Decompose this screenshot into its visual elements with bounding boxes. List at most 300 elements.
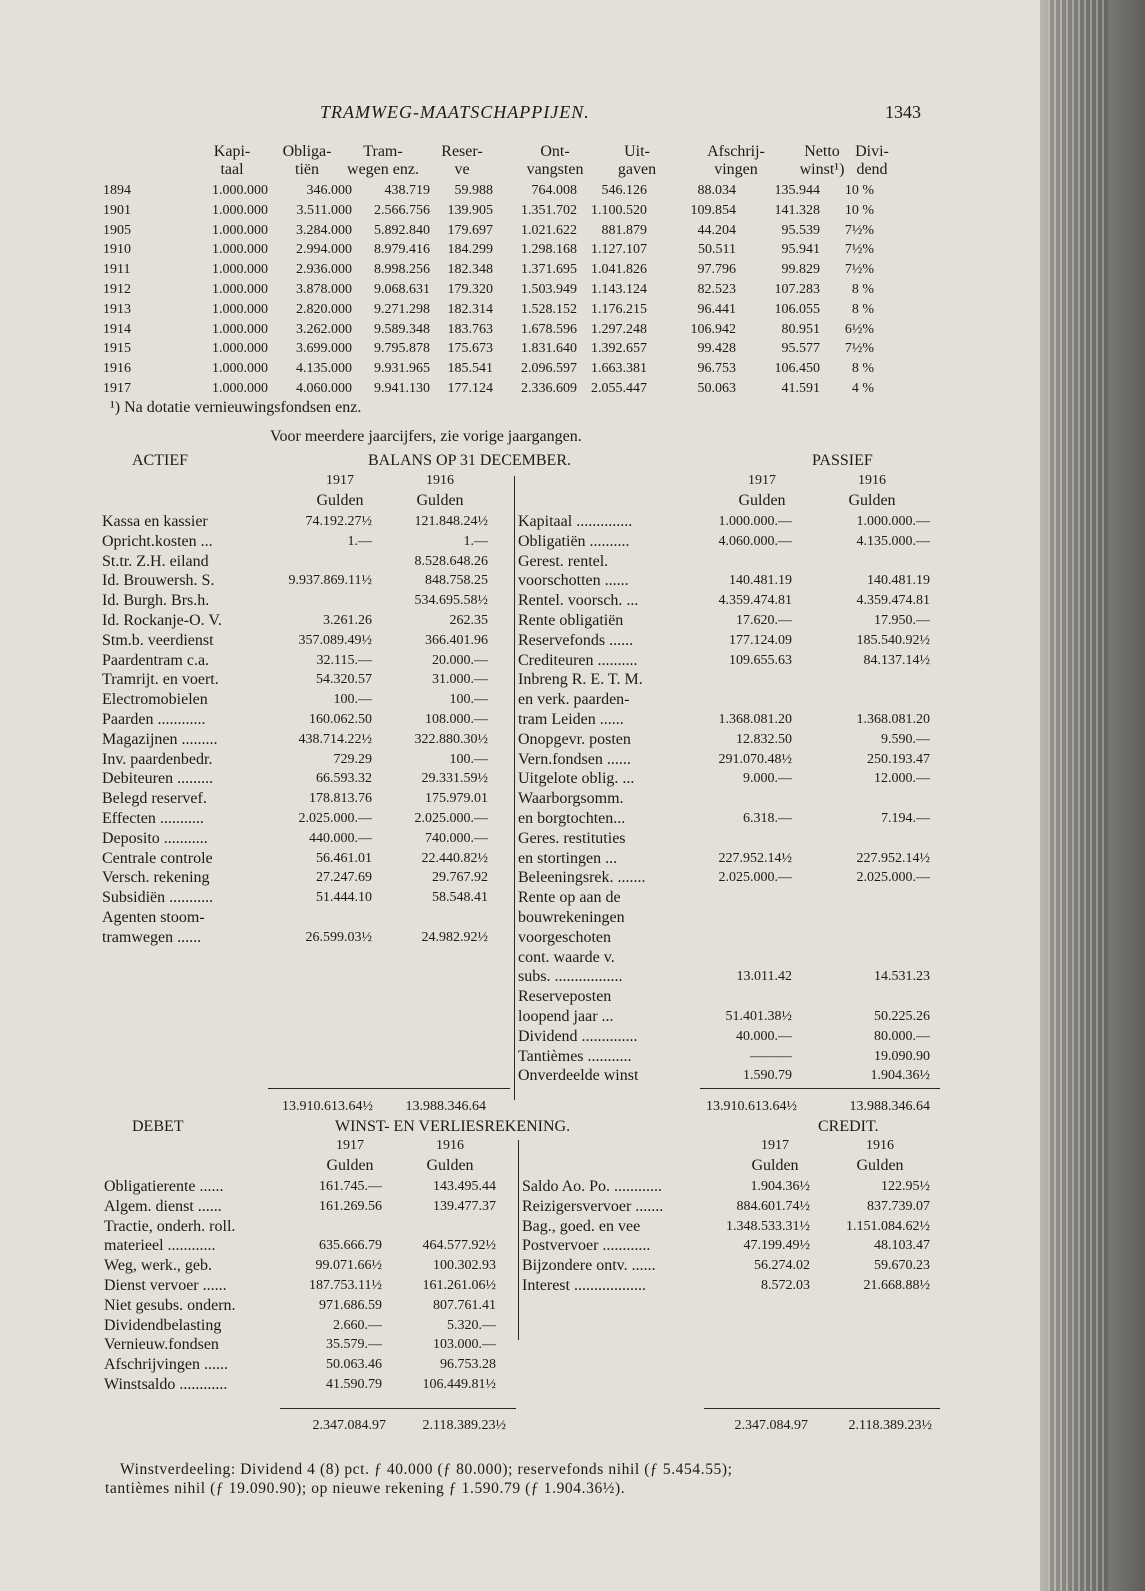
table-cell: 88.034: [697, 183, 736, 198]
unit-header: Gulden: [848, 492, 896, 509]
actief-label: Id. Rockanje-O. V.: [102, 612, 222, 629]
table-cell: 3.699.000: [296, 341, 352, 357]
table-cell: 6½%: [844, 321, 874, 337]
actief-1916: 108.000.—: [425, 712, 488, 727]
sum-rule: [700, 1088, 940, 1089]
passief-label: Obligatiën ..........: [518, 532, 630, 550]
passief-label: subs. .................: [518, 968, 623, 986]
table-cell: 1.678.596: [521, 321, 577, 337]
table-cell: 1.000.000: [212, 341, 268, 357]
year-cell: 1912: [103, 282, 131, 297]
actief-1917: 438.714.22½: [298, 731, 372, 747]
actief-1916: 24.982.92½: [421, 929, 488, 945]
debet-label: Winstsaldo ............: [104, 1376, 228, 1393]
actief-1917: 54.320.57: [316, 672, 372, 688]
debet-label: materieel ............: [104, 1237, 216, 1255]
actief-1916: 31.000.—: [432, 672, 488, 688]
passief-label: Inbreng R. E. T. M.: [518, 671, 643, 689]
passief-1917: 1.368.081.20: [718, 712, 792, 727]
year-cell: 1910: [103, 242, 131, 258]
year-cell: 1911: [103, 262, 131, 278]
table-cell: 106.942: [690, 321, 736, 337]
passief-label: Reserveposten: [518, 988, 612, 1006]
passief-1916: 4.135.000.—: [856, 533, 930, 549]
passief-label: Tantièmes ...........: [518, 1047, 632, 1065]
passief-1916: 17.950.—: [874, 613, 930, 628]
unit-header: Gulden: [856, 1157, 904, 1174]
table-cell: 182.348: [447, 262, 493, 278]
table-cell: 1.176.215: [591, 301, 647, 317]
debet-1916: 96.753.28: [440, 1357, 496, 1373]
table-cell: 881.879: [601, 222, 647, 238]
actief-1916: 848.758.25: [425, 573, 488, 589]
passief-1917: 2.025.000.—: [718, 870, 792, 886]
column-header: dend: [856, 161, 888, 178]
table-cell: 8 %: [851, 282, 874, 297]
table-cell: 9.068.631: [374, 282, 430, 297]
table-cell: 179.697: [447, 222, 493, 238]
year-header: 1916: [866, 1138, 894, 1153]
actief-1916: 740.000.—: [425, 830, 488, 846]
passief-1916: 250.193.47: [867, 751, 930, 767]
passief-1916: 4.359.474.81: [856, 593, 930, 609]
passief-1916: 50.225.26: [874, 1009, 930, 1024]
table-cell: 2.566.756: [374, 202, 430, 218]
passief-1917: 9.000.—: [743, 771, 792, 787]
table-cell: 1.371.695: [521, 262, 577, 278]
actief-label: St.tr. Z.H. eiland: [102, 552, 209, 570]
actief-1916: 322.880.30½: [414, 731, 488, 747]
credit-1916: 1.151.084.62½: [846, 1218, 930, 1234]
actief-1917: 729.29: [333, 751, 372, 767]
actief-label: Id. Burgh. Brs.h.: [102, 592, 210, 610]
actief-1917: 178.813.76: [309, 791, 372, 807]
table-cell: 9.931.965: [374, 361, 430, 377]
debet-label: Dienst vervoer ......: [104, 1277, 227, 1294]
passief-label: Rentel. voorsch. ...: [518, 592, 639, 610]
actief-label: Stm.b. veerdienst: [102, 631, 214, 649]
table-cell: 1.000.000: [212, 242, 268, 258]
debet-1916: 106.449.81½: [422, 1377, 496, 1392]
credit-1916: 48.103.47: [874, 1238, 930, 1254]
table-cell: 50.511: [698, 242, 736, 258]
table-cell: 346.000: [306, 183, 352, 198]
table-cell: 80.951: [781, 321, 820, 337]
credit-label: Postvervoer ............: [522, 1237, 651, 1255]
debet-label: Obligatierente ......: [104, 1178, 224, 1195]
page-title: TRAMWEG-MAATSCHAPPIJEN.: [320, 102, 590, 122]
debet-1916: 103.000.—: [433, 1337, 496, 1353]
table-cell: 185.541: [447, 361, 493, 377]
passief-1916: 19.090.90: [874, 1048, 930, 1064]
credit-1917: 56.274.02: [754, 1258, 810, 1274]
column-divider: [518, 1140, 519, 1340]
year-cell: 1917: [103, 381, 131, 396]
table-cell: 109.854: [690, 202, 736, 218]
table-cell: 1.100.520: [591, 202, 647, 218]
passief-1916: 84.137.14½: [863, 652, 930, 668]
actief-1916: 100.—: [449, 751, 488, 767]
actief-1917: 66.593.32: [316, 771, 372, 787]
table-cell: 1.351.702: [521, 202, 577, 218]
passief-1916: 140.481.19: [867, 573, 930, 589]
credit-1917: 8.572.03: [761, 1278, 810, 1293]
credit-label: Saldo Ao. Po. ............: [522, 1178, 663, 1195]
year-header: 1917: [326, 473, 354, 488]
table-cell: 2.336.609: [521, 381, 577, 396]
column-header: tiën: [295, 161, 319, 178]
footnote: ¹) Na dotatie vernieuwingsfondsen enz.: [110, 399, 362, 416]
passief-label: voorschotten ......: [518, 572, 629, 590]
debet-label: Weg, werk., geb.: [104, 1257, 213, 1275]
table-cell: 97.796: [697, 262, 736, 278]
debet-1916: 464.577.92½: [422, 1238, 496, 1254]
actief-label: Opricht.kosten ...: [102, 532, 213, 550]
table-cell: 1.000.000: [212, 381, 268, 396]
passief-label: Rente op aan de: [518, 889, 621, 907]
actief-heading: ACTIEF: [132, 452, 188, 469]
table-cell: 107.283: [774, 282, 820, 297]
actief-1916: 20.000.—: [432, 652, 488, 668]
passief-label: Gerest. rentel.: [518, 552, 609, 570]
year-header: 1916: [436, 1138, 464, 1153]
column-header: Tram-: [363, 143, 403, 160]
table-cell: 2.055.447: [591, 381, 647, 396]
table-cell: 8 %: [851, 301, 874, 317]
actief-label: Deposito ...........: [102, 829, 208, 847]
table-cell: 3.262.000: [296, 321, 352, 337]
year-header: 1917: [336, 1138, 364, 1153]
table-cell: 2.936.000: [296, 262, 352, 278]
debet-1916: 100.302.93: [433, 1258, 496, 1274]
table-cell: 99.428: [697, 341, 736, 357]
table-cell: 1.041.826: [591, 262, 647, 278]
table-cell: 59.988: [454, 183, 493, 198]
year-cell: 1914: [103, 321, 131, 337]
actief-1917: 26.599.03½: [305, 929, 372, 945]
table-cell: 1.000.000: [212, 282, 268, 297]
unit-header: Gulden: [426, 1157, 474, 1174]
column-header: gaven: [617, 161, 657, 178]
debet-1917: 35.579.—: [326, 1337, 382, 1353]
actief-1917: 27.247.69: [316, 870, 372, 886]
table-cell: 95.577: [781, 341, 820, 357]
table-cell: 1.000.000: [212, 262, 268, 278]
passief-label: Onopgevr. posten: [518, 730, 631, 748]
table-cell: 1.021.622: [521, 222, 577, 238]
balance-title: BALANS OP 31 DECEMBER.: [368, 452, 571, 469]
debet-label: Niet gesubs. ondern.: [104, 1296, 236, 1314]
year-cell: 1901: [103, 202, 131, 218]
passief-1917: 1.000.000.—: [718, 514, 792, 529]
passief-1916: 80.000.—: [874, 1028, 930, 1044]
table-cell: 177.124: [447, 381, 493, 396]
table-cell: 3.511.000: [296, 202, 352, 218]
table-cell: 7½%: [844, 262, 874, 278]
table-cell: 2.994.000: [296, 242, 352, 258]
debet-label: Tractie, onderh. roll.: [104, 1217, 236, 1235]
credit-1916: 122.95½: [881, 1179, 930, 1194]
passief-1916: 7.194.—: [881, 811, 930, 826]
credit-1917: 1.348.533.31½: [726, 1218, 810, 1234]
table-cell: 8.979.416: [374, 242, 430, 258]
table-cell: 2.096.597: [521, 361, 577, 377]
actief-label: Debiteuren .........: [102, 770, 214, 788]
debet-1917: 161.745.—: [319, 1179, 382, 1194]
year-cell: 1916: [103, 361, 131, 377]
debet-1916: 807.761.41: [433, 1297, 496, 1313]
passief-1917: 4.060.000.—: [718, 533, 792, 549]
table-cell: 10 %: [844, 183, 874, 198]
actief-1916: 262.35: [449, 613, 488, 628]
pl-title: WINST- EN VERLIESREKENING.: [335, 1118, 571, 1135]
debet-label: Dividendbelasting: [104, 1316, 222, 1334]
debet-1916: 5.320.—: [447, 1317, 496, 1333]
passief-1917: 177.124.09: [729, 632, 792, 648]
column-header: ve: [454, 161, 470, 178]
passief-1917: 140.481.19: [729, 573, 792, 589]
year-cell: 1905: [103, 222, 131, 238]
table-cell: 183.763: [447, 321, 493, 337]
table-cell: 8 %: [851, 361, 874, 377]
table-cell: 7½%: [844, 242, 874, 258]
actief-1916: 366.401.96: [425, 632, 488, 648]
actief-label: Paarden ............: [102, 711, 206, 728]
credit-1916: 21.668.88½: [863, 1278, 930, 1293]
credit-total-1916: 2.118.389.23½: [848, 1418, 932, 1433]
column-header: Reser-: [441, 143, 483, 160]
table-cell: 9.271.298: [374, 301, 430, 317]
passief-label: Vern.fondsen ......: [518, 750, 631, 768]
actief-1916: 100.—: [449, 692, 488, 708]
year-header: 1917: [748, 473, 776, 488]
passief-1916: 14.531.23: [874, 969, 930, 985]
table-cell: 1.503.949: [521, 282, 577, 297]
actief-1916: 534.695.58½: [414, 593, 488, 609]
sum-rule: [704, 1408, 940, 1409]
actief-1917: 32.115.—: [316, 652, 372, 668]
actief-label: Versch. rekening: [102, 869, 210, 887]
passief-1917: 17.620.—: [736, 613, 792, 628]
debet-1917: 41.590.79: [326, 1377, 382, 1392]
year-cell: 1894: [103, 183, 131, 198]
column-header: winst¹): [799, 161, 845, 178]
note: Voor meerdere jaarcijfers, zie vorige jaargangen.: [270, 428, 582, 445]
table-cell: 96.441: [697, 301, 736, 317]
actief-1917: 51.444.10: [316, 890, 372, 906]
column-header: Afschrij-: [707, 143, 765, 160]
year-header: 1916: [858, 473, 886, 488]
table-cell: 44.204: [697, 222, 736, 238]
table-cell: 1.000.000: [212, 321, 268, 337]
actief-1917: 9.937.869.11½: [288, 573, 372, 589]
debet-1916: 161.261.06½: [422, 1278, 496, 1293]
debet-1917: 971.686.59: [319, 1297, 382, 1313]
passief-label: Crediteuren ..........: [518, 651, 638, 669]
table-cell: 4.135.000: [296, 361, 352, 377]
column-header: vingen: [714, 161, 758, 178]
debet-1916: 143.495.44: [433, 1179, 496, 1194]
page-number: 1343: [885, 102, 921, 122]
passief-1916: 1.904.36½: [870, 1068, 930, 1084]
debet-1917: 187.753.11½: [309, 1278, 382, 1293]
passief-label: loopend jaar ...: [518, 1008, 614, 1025]
footer-line-2: tantièmes nihil (ƒ 19.090.90); op nieuwe rekening ƒ 1.590.79 (ƒ 1.904.36½).: [105, 1480, 626, 1497]
table-cell: 1.831.640: [521, 341, 577, 357]
actief-1916: 8.528.648.26: [414, 553, 488, 569]
passief-label: en borgtochten...: [518, 810, 626, 827]
table-cell: 1.298.168: [521, 242, 577, 258]
table-cell: 7½%: [844, 341, 874, 357]
column-header: taal: [220, 161, 244, 178]
table-cell: 764.008: [531, 183, 577, 198]
column-header: wegen enz.: [347, 161, 419, 178]
table-cell: 41.591: [781, 381, 820, 396]
actief-1916: 1.—: [463, 533, 488, 549]
actief-label: tramwegen ......: [102, 928, 202, 946]
credit-1917: 884.601.74½: [736, 1198, 810, 1214]
passief-1917: 51.401.38½: [725, 1009, 792, 1024]
actief-label: Tramrijt. en voert.: [102, 671, 219, 689]
credit-label: Bag., goed. en vee: [522, 1217, 641, 1235]
actief-1917: 160.062.50: [309, 712, 372, 727]
credit-1916: 59.670.23: [874, 1258, 930, 1274]
table-cell: 1.392.657: [591, 341, 647, 357]
table-cell: 1.000.000: [212, 361, 268, 377]
actief-1917: 74.192.27½: [305, 514, 372, 529]
year-header: 1916: [426, 473, 454, 488]
actief-1916: 22.440.82½: [421, 850, 488, 866]
table-cell: 8.998.256: [374, 262, 430, 278]
table-cell: 1.000.000: [212, 222, 268, 238]
table-cell: 95.941: [781, 242, 820, 258]
table-cell: 7½%: [844, 222, 874, 238]
actief-total-1917: 13.910.613.64½: [282, 1099, 373, 1114]
actief-label: Agenten stoom-: [102, 909, 205, 926]
year-cell: 1913: [103, 301, 131, 317]
passief-1917: 13.011.42: [736, 969, 792, 985]
unit-header: Gulden: [326, 1157, 374, 1174]
actief-1917: 1.—: [347, 533, 372, 549]
table-cell: 9.589.348: [374, 321, 430, 337]
debet-label: Afschrijvingen ......: [104, 1356, 228, 1374]
passief-1917: 12.832.50: [736, 731, 792, 747]
actief-1917: 440.000.—: [309, 830, 372, 846]
actief-1916: 121.848.24½: [414, 514, 488, 529]
table-cell: 99.829: [781, 262, 820, 278]
passief-label: Waarborgsomm.: [518, 790, 624, 808]
debet-label: Vernieuw.fondsen: [104, 1336, 219, 1354]
table-cell: 1.000.000: [212, 202, 268, 218]
table-cell: 175.673: [447, 341, 493, 357]
passief-label: Geres. restituties: [518, 829, 626, 847]
passief-label: tram Leiden ......: [518, 711, 624, 728]
actief-1916: 2.025.000.—: [414, 811, 488, 826]
actief-label: Electromobielen: [102, 691, 208, 709]
year-cell: 1915: [103, 341, 131, 357]
actief-label: Subsidiën ...........: [102, 889, 214, 907]
table-cell: 546.126: [601, 183, 647, 198]
actief-1916: 29.767.92: [432, 870, 488, 886]
sum-rule: [268, 1088, 510, 1089]
passief-1916: 185.540.92½: [856, 632, 930, 648]
table-cell: 82.523: [697, 282, 736, 297]
actief-1917: 2.025.000.—: [298, 811, 372, 826]
passief-1917: 227.952.14½: [718, 850, 792, 866]
passief-1917: 40.000.—: [736, 1028, 792, 1044]
table-cell: 9.795.878: [374, 341, 430, 357]
footer-line-1: Winstverdeeling: Dividend 4 (8) pct. ƒ 40.000 (ƒ 80.000); reservefonds nihil (ƒ 5.454.55);: [120, 1461, 733, 1478]
passief-label: Onverdeelde winst: [518, 1067, 639, 1085]
passief-label: Beleeningsrek. .......: [518, 869, 646, 887]
debet-1917: 635.666.79: [319, 1238, 382, 1254]
sum-rule: [280, 1408, 516, 1409]
debet-1917: 99.071.66½: [315, 1258, 382, 1274]
passief-label: Uitgelote oblig. ...: [518, 770, 635, 788]
actief-1916: 175.979.01: [425, 791, 488, 807]
table-cell: 96.753: [697, 361, 736, 377]
year-header: 1917: [761, 1138, 789, 1153]
actief-1917: 357.089.49½: [298, 632, 372, 648]
passief-1916: 2.025.000.—: [856, 870, 930, 886]
actief-label: Kassa en kassier: [102, 513, 208, 530]
actief-label: Effecten ...........: [102, 810, 204, 827]
actief-label: Inv. paardenbedr.: [102, 750, 213, 768]
actief-1916: 29.331.59½: [421, 771, 488, 787]
table-cell: 184.299: [447, 242, 493, 258]
table-cell: 1.143.124: [591, 282, 647, 297]
table-cell: 50.063: [697, 381, 736, 396]
table-cell: 4.060.000: [296, 381, 352, 396]
table-cell: 135.944: [774, 183, 820, 198]
debet-1917: 161.269.56: [319, 1198, 382, 1214]
credit-heading: CREDIT.: [818, 1118, 879, 1135]
column-header: Netto: [804, 143, 840, 160]
actief-label: Magazijnen .........: [102, 730, 218, 748]
table-cell: 106.055: [774, 301, 820, 317]
actief-1917: 56.461.01: [316, 850, 372, 866]
table-cell: 5.892.840: [374, 222, 430, 238]
table-cell: 1.000.000: [212, 183, 268, 198]
passief-heading: PASSIEF: [812, 452, 873, 469]
table-cell: 4 %: [851, 381, 874, 396]
credit-1916: 837.739.07: [867, 1198, 930, 1214]
table-cell: 1.127.107: [591, 242, 647, 258]
passief-label: Rente obligatiën: [518, 612, 624, 629]
actief-1917: 100.—: [333, 692, 372, 708]
table-cell: 1.000.000: [212, 301, 268, 317]
table-cell: 179.320: [447, 282, 493, 297]
debet-label: Algem. dienst ......: [104, 1197, 222, 1215]
passief-1917: ———: [750, 1048, 792, 1064]
passief-label: en stortingen ...: [518, 849, 618, 867]
table-cell: 1.528.152: [521, 301, 577, 317]
actief-label: Centrale controle: [102, 849, 213, 867]
actief-1916: 58.548.41: [432, 890, 488, 906]
debet-heading: DEBET: [132, 1118, 184, 1135]
passief-1916: 12.000.—: [874, 771, 930, 787]
actief-label: Id. Brouwersh. S.: [102, 572, 215, 590]
table-cell: 438.719: [384, 183, 430, 198]
credit-total-1917: 2.347.084.97: [734, 1418, 808, 1433]
debet-total-1916: 2.118.389.23½: [422, 1418, 506, 1433]
table-cell: 3.878.000: [296, 282, 352, 297]
column-header: vangsten: [526, 161, 584, 178]
column-header: Obliga-: [282, 143, 332, 160]
passief-1917: 1.590.79: [743, 1068, 792, 1084]
column-header: Kapi-: [213, 143, 251, 160]
passief-total-1917: 13.910.613.64½: [706, 1099, 797, 1114]
